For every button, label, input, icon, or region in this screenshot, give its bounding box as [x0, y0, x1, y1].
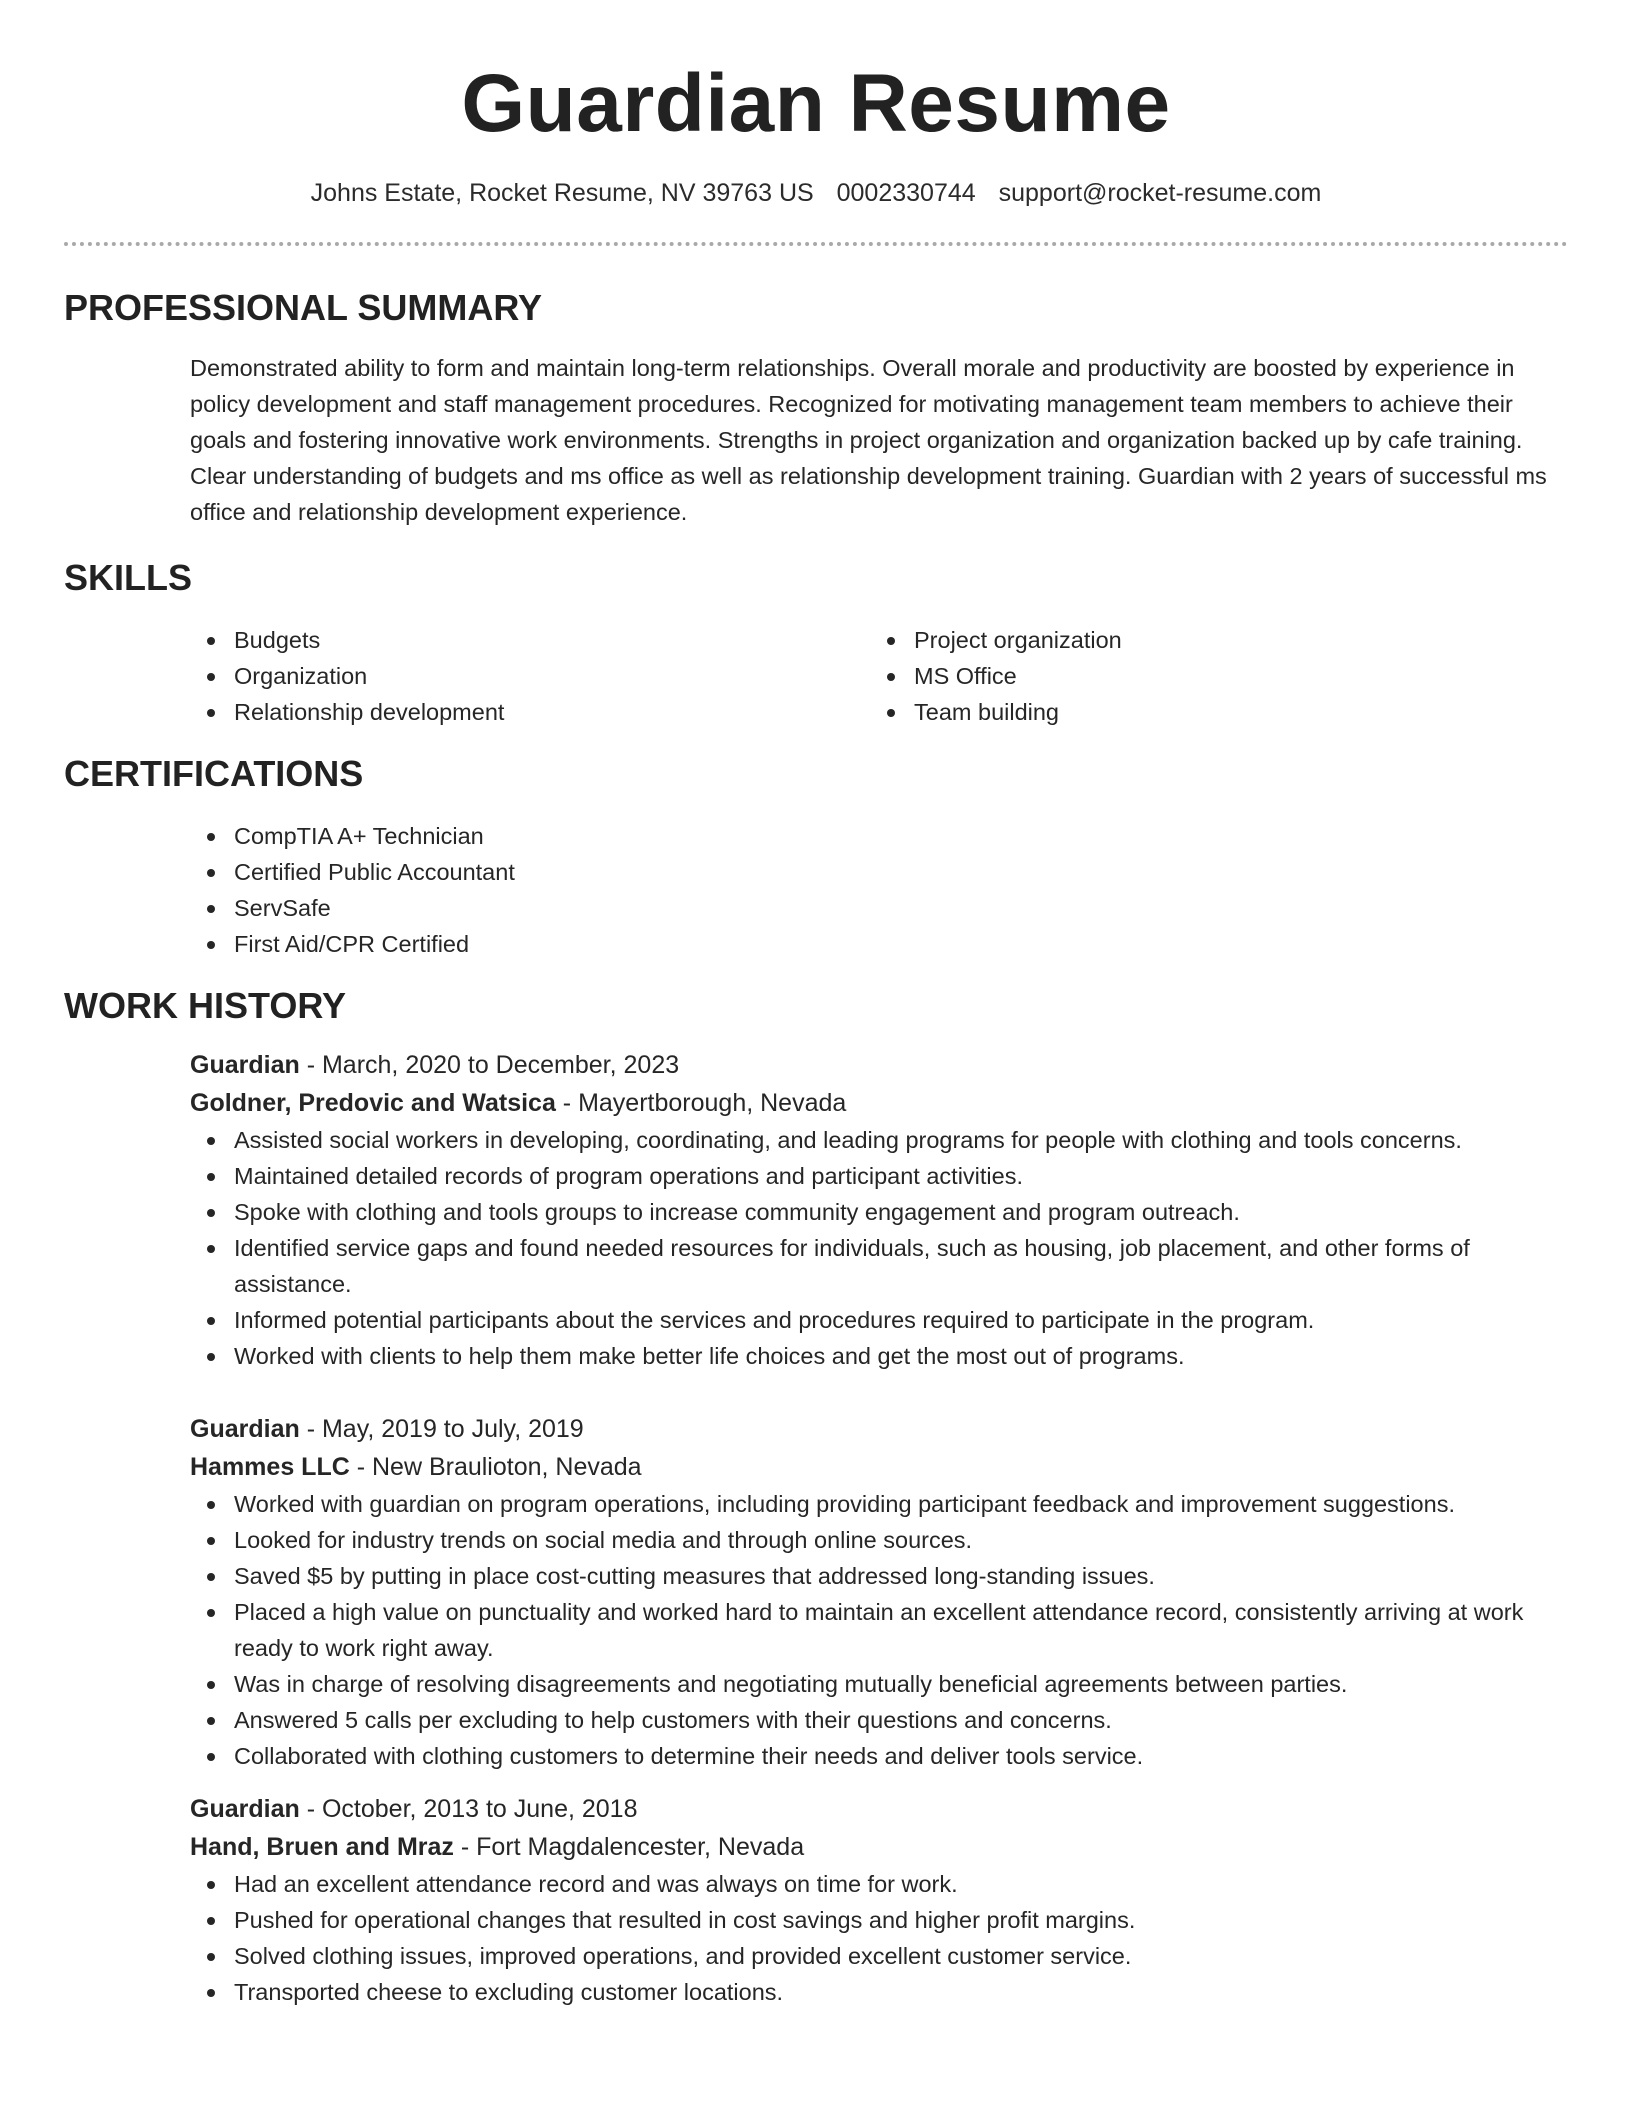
job-role: Guardian [190, 1795, 300, 1823]
skill-item: Budgets [234, 622, 870, 658]
job-location: - New Braulioton, Nevada [349, 1453, 642, 1481]
job-entry [64, 1410, 1568, 1774]
certification-item: ServSafe [234, 890, 1568, 926]
section-title-certifications: CERTIFICATIONS [64, 753, 364, 794]
job-bullet: Answered 5 calls per excluding to help customers with their questions and concerns. [234, 1702, 1568, 1738]
job-bullet: Worked with clients to help them make better life choices and get the most out of programs. [234, 1338, 1568, 1374]
skills-list-left [190, 622, 870, 730]
certification-item: CompTIA A+ Technician [234, 818, 1568, 854]
job-bullet: Was in charge of resolving disagreements and negotiating mutually beneficial agreements between parties. [234, 1666, 1568, 1702]
job-company: Goldner, Predovic and Watsica [190, 1089, 556, 1117]
job-dates: - March, 2020 to December, 2023 [299, 1051, 680, 1079]
skill-item: Team building [914, 694, 1550, 730]
skills-section [64, 556, 1568, 730]
job-bullet: Worked with guardian on program operations, including providing participant feedback and improvement suggestions. [234, 1486, 1568, 1522]
skills-column-left [190, 622, 870, 730]
job-bullet: Identified service gaps and found needed resources for individuals, such as housing, job placement, and other forms of assistance. [234, 1230, 1568, 1302]
job-location: - Mayertborough, Nevada [555, 1089, 847, 1117]
skills-list-right [870, 622, 1550, 730]
job-role: Guardian [190, 1051, 300, 1079]
certifications-body [64, 818, 1568, 962]
job-bullet: Saved $5 by putting in place cost-cutting measures that addressed long-standing issues. [234, 1558, 1568, 1594]
contact-address: Johns Estate, Rocket Resume, NV 39763 US [310, 179, 814, 207]
job-bullet: Transported cheese to excluding customer locations. [234, 1974, 1568, 2010]
job-company: Hammes LLC [190, 1453, 350, 1481]
job-entry [64, 1790, 1568, 2010]
job-bullet: Placed a high value on punctuality and worked hard to maintain an excellent attendance record, consistently arriving at work ready to work right away. [234, 1594, 1568, 1666]
contact-email[interactable]: support@rocket-resume.com [998, 179, 1322, 207]
skills-column-right [870, 622, 1550, 730]
job-bullet: Solved clothing issues, improved operations, and provided excellent customer service. [234, 1938, 1568, 1974]
job-company: Hand, Bruen and Mraz [190, 1833, 454, 1861]
job-entry [64, 1046, 1568, 1374]
job-bullet: Had an excellent attendance record and was always on time for work. [234, 1866, 1568, 1902]
job-bullet: Assisted social workers in developing, coordinating, and leading programs for people with clothing and tools concerns. [234, 1122, 1568, 1158]
job-location: - Fort Magdalencester, Nevada [453, 1833, 805, 1861]
certifications-list [190, 818, 1568, 962]
summary-text: Demonstrated ability to form and maintain long-term relationships. Overall morale and productivity are boosted by experience in policy development and staff management procedures. Recognized for motivating management team members to achieve their goals and fostering innovative work environments. Strengths in project organization and organization backed up by cafe training. Clear understanding of budgets and ms office as well as relationship development training. Guardian with 2 years of successful ms office and relationship development experience. [190, 355, 1547, 525]
skill-item: Organization [234, 658, 870, 694]
job-bullet-list [190, 1486, 1568, 1774]
section-title-work-history: WORK HISTORY [64, 985, 347, 1026]
job-bullet-list [190, 1122, 1568, 1374]
job-bullet: Spoke with clothing and tools groups to increase community engagement and program outreach. [234, 1194, 1568, 1230]
certification-item: First Aid/CPR Certified [234, 926, 1568, 962]
skill-item: Relationship development [234, 694, 870, 730]
job-bullet: Informed potential participants about the services and procedures required to participate in the program. [234, 1302, 1568, 1338]
skill-item: Project organization [914, 622, 1550, 658]
job-title-line [190, 1410, 1568, 1448]
skills-grid [64, 622, 1568, 730]
certification-item: Certified Public Accountant [234, 854, 1568, 890]
skill-item: MS Office [914, 658, 1550, 694]
job-bullet: Looked for industry trends on social media and through online sources. [234, 1522, 1568, 1558]
job-company-line [190, 1448, 1568, 1486]
job-bullet: Pushed for operational changes that resulted in cost savings and higher profit margins. [234, 1902, 1568, 1938]
job-title-line [190, 1046, 1568, 1084]
contact-info [64, 178, 1568, 208]
job-bullet-list [190, 1866, 1568, 2010]
section-title-skills: SKILLS [64, 557, 193, 598]
work-history-section [64, 984, 1568, 2010]
job-dates: - October, 2013 to June, 2018 [299, 1795, 638, 1823]
section-title-summary: PROFESSIONAL SUMMARY [64, 287, 543, 328]
contact-phone: 0002330744 [836, 179, 976, 207]
job-company-line [190, 1828, 1568, 1866]
header-divider [64, 242, 1568, 246]
job-bullet: Maintained detailed records of program operations and participant activities. [234, 1158, 1568, 1194]
job-title-line [190, 1790, 1568, 1828]
job-bullet: Collaborated with clothing customers to determine their needs and deliver tools service. [234, 1738, 1568, 1774]
resume-name: Guardian Resume [461, 58, 1171, 149]
job-company-line [190, 1084, 1568, 1122]
job-role: Guardian [190, 1415, 300, 1443]
job-dates: - May, 2019 to July, 2019 [299, 1415, 584, 1443]
professional-summary-section [64, 286, 1568, 530]
certifications-section [64, 752, 1568, 962]
